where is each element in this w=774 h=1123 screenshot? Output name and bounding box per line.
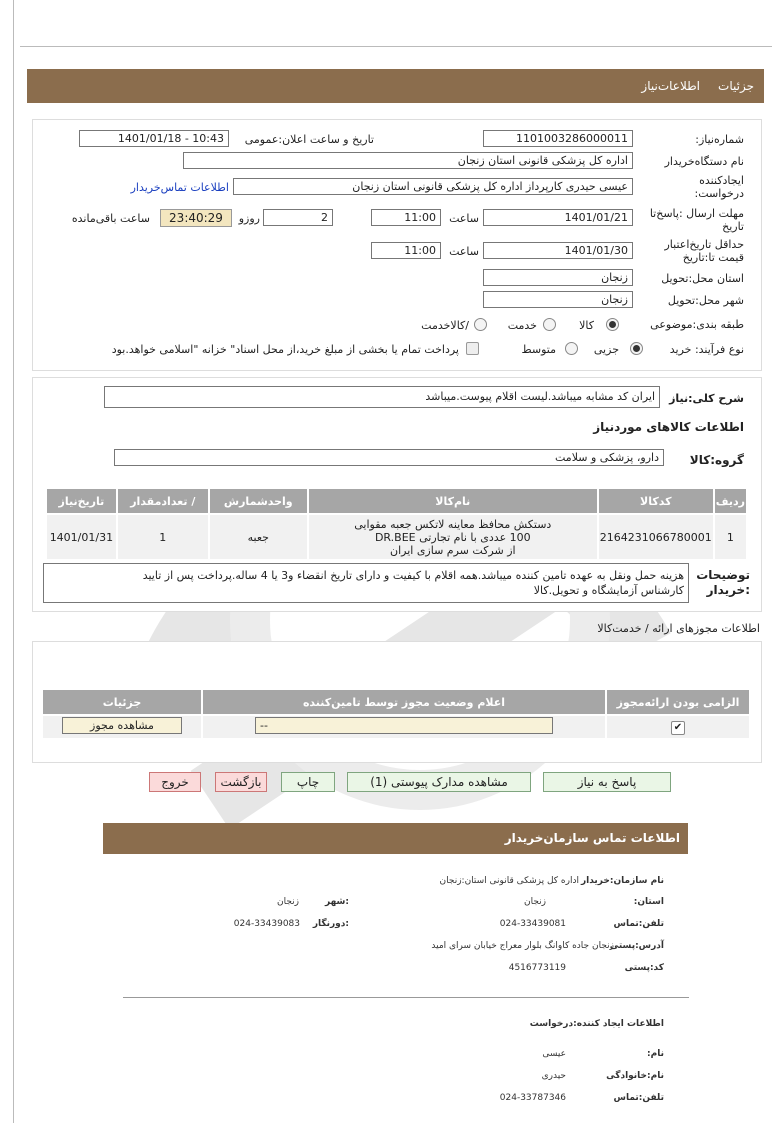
contact-postal-label: کد:پستی xyxy=(624,963,664,973)
summary-label: شرح کلی:نیاز xyxy=(669,392,744,405)
permit-details-cell xyxy=(42,715,202,739)
contact-fax-label: :دورنگار xyxy=(312,919,349,929)
contact-address-value: زنجان جاده کاوانگ بلوار معراج خیابان سرای امید xyxy=(431,941,614,951)
need-number-label: شماره‌نیاز: xyxy=(695,133,744,146)
validity-time-label: ساعت xyxy=(449,245,479,258)
province-label: استان محل:تحویل xyxy=(661,272,744,285)
category-service-radio[interactable] xyxy=(543,318,556,331)
permits-table xyxy=(41,688,751,740)
contact-section-title: اطلاعات تماس سازمان‌خریدار xyxy=(504,831,680,845)
permit-status-cell xyxy=(202,715,606,739)
creator-field: عیسی حیدری کارپرداز اداره کل پزشکی قانونی استان زنجان xyxy=(233,178,633,195)
buyer-notes-label: توضیحات :خریدار xyxy=(696,568,750,597)
creator-family-value: حیدری xyxy=(541,1071,566,1081)
contact-fax-value: 024-33439083 xyxy=(233,919,300,929)
contact-address-label: آدرس:پستی xyxy=(609,941,664,951)
col-permit-required: الزامی بودن ارائه‌مجوز xyxy=(606,689,750,715)
deadline-date-field: 1401/01/21 xyxy=(483,209,633,226)
permit-status-field: -- xyxy=(255,717,553,734)
table-row xyxy=(46,514,747,560)
col-row: ردیف xyxy=(714,488,747,514)
top-divider xyxy=(20,46,772,47)
col-date: تاریخ‌نیاز xyxy=(46,488,117,514)
deadline-time-label: ساعت xyxy=(449,212,479,225)
goods-group-field: دارو، پزشکی و سلامت xyxy=(114,449,664,466)
col-permit-details: جزئیات xyxy=(42,689,202,715)
contact-province-value: زنجان xyxy=(523,897,546,907)
print-button[interactable]: چاپ xyxy=(281,772,335,792)
row-date: 1401/01/31 xyxy=(46,514,117,560)
row-name-line1: دستکش محافظ معاینه لاتکس جعبه مقوایی xyxy=(354,517,552,531)
remaining-time: 23:40:29 xyxy=(160,209,232,227)
buyer-contact-link[interactable]: اطلاعات تماس‌خریدار xyxy=(130,181,229,194)
days-label: روزو xyxy=(238,212,260,225)
row-name-line2: 100 عددی با نام تجارتی DR.BEE xyxy=(374,530,531,544)
view-attachments-button[interactable]: مشاهده مدارک پیوستی (1) xyxy=(347,772,531,792)
category-both-label: /کالاخدمت xyxy=(421,319,469,332)
col-code: کدکالا xyxy=(598,488,714,514)
permits-table-header xyxy=(42,689,750,715)
city-label: شهر محل:تحویل xyxy=(667,294,744,307)
remaining-time-label: ساعت باقی‌مانده xyxy=(71,212,150,225)
buyer-org-field: اداره کل پزشکی قانونی استان زنجان xyxy=(183,152,633,169)
process-medium-label: متوسط xyxy=(521,343,556,356)
goods-table-header xyxy=(46,488,747,514)
creator-phone-label: تلفن:تماس xyxy=(613,1093,664,1103)
contact-phone-label: تلفن:تماس xyxy=(613,919,664,929)
creator-phone-value: 024-33787346 xyxy=(499,1093,566,1103)
contact-city-value: زنجان xyxy=(276,897,299,907)
col-qty: / تعدادمقدار xyxy=(117,488,209,514)
row-name-line3: از شرکت سرم سازی ایران xyxy=(390,543,516,557)
creator-name-label: نام: xyxy=(647,1049,664,1059)
contact-org-label: نام سازمان:خریدار xyxy=(580,876,664,886)
treasury-payment-checkbox[interactable] xyxy=(466,342,479,355)
announce-field: 1401/01/18 - 10:43 xyxy=(79,130,229,147)
row-code: 2164231066780001 xyxy=(598,514,714,560)
goods-group-label: گروه:کالا xyxy=(689,453,744,467)
category-service-label: خدمت xyxy=(507,319,537,332)
contact-city-label: :شهر xyxy=(325,897,349,907)
row-name xyxy=(308,514,598,560)
process-medium-radio[interactable] xyxy=(565,342,578,355)
need-number-field: 1101003286000011 xyxy=(483,130,633,147)
col-unit: واحدشمارش xyxy=(209,488,308,514)
contact-org-value: اداره کل پزشکی قانونی استان:زنجان xyxy=(439,876,579,886)
days-field: 2 xyxy=(263,209,333,226)
contact-section-bar xyxy=(103,823,688,854)
back-button[interactable]: بازگشت xyxy=(215,772,267,792)
buyer-notes-line2: کارشناس آزمایشگاه و تحویل.کالا xyxy=(533,584,684,597)
creator-family-label: نام:خانوادگی xyxy=(606,1071,664,1081)
treasury-payment-note: پرداخت تمام یا بخشی از مبلغ خرید،از محل اسناد" خزانه "اسلامی خواهد.بود xyxy=(111,343,459,356)
contact-divider xyxy=(123,997,689,998)
goods-section-title: اطلاعات کالاهای موردنیاز xyxy=(593,420,744,434)
validity-label: حداقل تاریخ‌اعتبار قیمت تا:تاریخ xyxy=(664,238,744,264)
announce-label: تاریخ و ساعت اعلان:عمومی xyxy=(244,133,374,146)
permit-required-checkbox[interactable]: ✔ xyxy=(671,721,685,735)
row-unit: جعبه xyxy=(209,514,308,560)
reply-button[interactable]: پاسخ به نیاز xyxy=(543,772,671,792)
summary-field: ایران کد مشابه میباشد.لیست اقلام پیوست.میباشد xyxy=(104,386,660,408)
buyer-org-label: نام دستگاه‌خریدار xyxy=(664,155,744,168)
category-goods-radio[interactable] xyxy=(606,318,619,331)
creator-name-value: عیسی xyxy=(542,1049,566,1059)
row-number: 1 xyxy=(714,514,747,560)
left-border-line xyxy=(13,0,14,1123)
table-row xyxy=(42,715,750,739)
process-minor-label: جزیی xyxy=(593,343,619,356)
col-name: نام‌کالا xyxy=(308,488,598,514)
exit-button[interactable]: خروج xyxy=(149,772,201,792)
category-goods-label: کالا xyxy=(579,319,594,332)
goods-table xyxy=(45,487,748,561)
deadline-time-field: 11:00 xyxy=(371,209,441,226)
category-label: طبقه بندی:موضوعی xyxy=(650,318,744,331)
row-qty: 1 xyxy=(117,514,209,560)
deadline-label: مهلت ارسال :پاسخ‌تا تاریخ xyxy=(649,207,744,233)
category-both-radio[interactable] xyxy=(474,318,487,331)
process-label: نوع فرآیند: خرید xyxy=(669,343,744,356)
view-permit-button[interactable]: مشاهده مجوز xyxy=(62,717,182,734)
contact-phone-value: 024-33439081 xyxy=(499,919,566,929)
city-field: زنجان xyxy=(483,291,633,308)
validity-time-field: 11:00 xyxy=(371,242,441,259)
buyer-notes-field xyxy=(43,563,689,603)
process-minor-radio[interactable] xyxy=(630,342,643,355)
creator-label: ایجادکننده درخواست: xyxy=(694,174,744,200)
buyer-notes-line1: هزینه حمل ونقل به عهده تامین کننده میباشد.همه اقلام با کیفیت و دارای تاریخ انقضاء و3 یا 4 ساله.پرداخت پس از تایید xyxy=(142,569,684,582)
tab-details[interactable]: جزئیات xyxy=(718,79,754,93)
creator-info-title: اطلاعات ایجاد کننده:درخواست xyxy=(529,1019,664,1029)
permit-required-cell xyxy=(606,715,750,739)
permits-title: اطلاعات مجوزهای ارائه / خدمت‌کالا xyxy=(597,622,760,635)
contact-postal-value: 4516773119 xyxy=(508,963,566,973)
contact-province-label: استان: xyxy=(633,897,664,907)
tab-need-info[interactable]: اطلاعات‌نیاز xyxy=(641,79,700,93)
page-header xyxy=(27,69,764,103)
validity-date-field: 1401/01/30 xyxy=(483,242,633,259)
province-field: زنجان xyxy=(483,269,633,286)
col-permit-status: اعلام وضعیت مجوز توسط تامین‌کننده xyxy=(202,689,606,715)
